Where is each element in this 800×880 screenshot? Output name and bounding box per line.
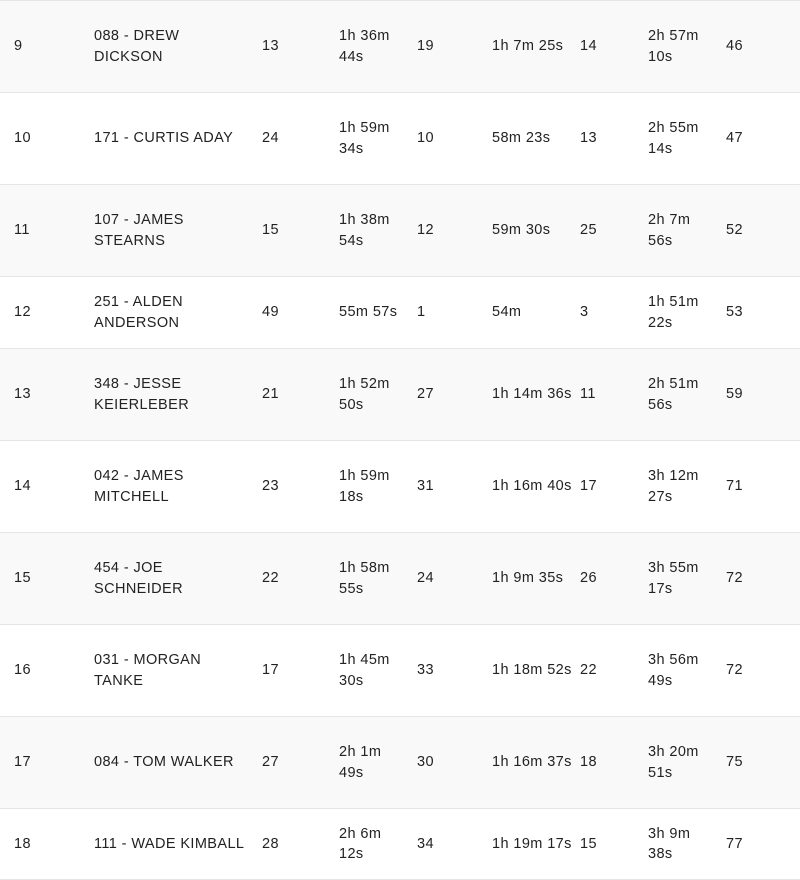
name-cell: 107 - JAMES STEARNS [94,212,184,249]
points-cell: 77 [726,835,743,852]
name-cell: 088 - DREW DICKSON [94,28,180,65]
place-cell: 18 [14,835,31,852]
points-cell: 59 [726,386,743,403]
rank-3-cell: 17 [580,478,597,495]
time-3-cell: 2h 57m 10s [648,28,699,65]
name-cell: 031 - MORGAN TANKE [94,652,202,689]
table-row [0,1,800,93]
rank-3-cell: 18 [580,754,597,771]
place-cell: 14 [14,478,31,495]
time-3-cell: 2h 51m 56s [648,376,699,413]
rank-1-cell: 17 [262,662,279,679]
time-1-cell: 2h 1m 49s [339,744,382,781]
rank-2-cell: 30 [417,754,434,771]
time-1-cell: 1h 58m 55s [339,560,390,597]
rank-1-cell: 27 [262,754,279,771]
points-cell: 72 [726,662,743,679]
table-row [0,809,800,880]
rank-1-cell: 24 [262,130,279,147]
rank-2-cell: 19 [417,38,434,55]
time-2-cell: 54m [492,304,522,321]
time-1-cell: 55m 57s [339,304,398,321]
time-3-cell: 3h 20m 51s [648,744,699,781]
points-cell: 72 [726,570,743,587]
rank-3-cell: 26 [580,570,597,587]
table-row [0,717,800,809]
place-cell: 10 [14,130,31,147]
rank-2-cell: 34 [417,835,434,852]
rank-2-cell: 27 [417,386,434,403]
points-cell: 75 [726,754,743,771]
time-1-cell: 1h 52m 50s [339,376,390,413]
place-cell: 15 [14,570,31,587]
rank-1-cell: 23 [262,478,279,495]
rank-1-cell: 28 [262,835,279,852]
rank-2-cell: 33 [417,662,434,679]
time-2-cell: 1h 7m 25s [492,38,564,55]
time-3-cell: 3h 56m 49s [648,652,699,689]
time-3-cell: 2h 7m 56s [648,212,691,249]
table-row [0,93,800,185]
name-cell: 251 - ALDEN ANDERSON [94,294,184,331]
table-row [0,625,800,717]
place-cell: 16 [14,662,31,679]
rank-1-cell: 13 [262,38,279,55]
points-cell: 47 [726,130,743,147]
place-cell: 17 [14,754,31,771]
name-cell: 454 - JOE SCHNEIDER [94,560,183,597]
time-1-cell: 1h 38m 54s [339,212,390,249]
time-1-cell: 1h 36m 44s [339,28,390,65]
rank-2-cell: 24 [417,570,434,587]
rank-2-cell: 10 [417,130,434,147]
table-row [0,349,800,441]
rank-3-cell: 13 [580,130,597,147]
rank-1-cell: 21 [262,386,279,403]
rank-3-cell: 14 [580,38,597,55]
rank-3-cell: 22 [580,662,597,679]
table-row [0,441,800,533]
points-cell: 52 [726,222,743,239]
points-cell: 53 [726,304,743,321]
time-1-cell: 2h 6m 12s [339,825,382,862]
rank-3-cell: 25 [580,222,597,239]
time-2-cell: 1h 9m 35s [492,570,564,587]
time-3-cell: 2h 55m 14s [648,120,699,157]
points-cell: 46 [726,38,743,55]
time-1-cell: 1h 45m 30s [339,652,390,689]
rank-3-cell: 11 [580,386,596,403]
time-2-cell: 1h 19m 17s [492,835,572,852]
points-cell: 71 [726,478,743,495]
name-cell: 084 - TOM WALKER [94,754,234,771]
rank-2-cell: 1 [417,304,426,321]
place-cell: 12 [14,304,31,321]
rank-1-cell: 22 [262,570,279,587]
place-cell: 11 [14,222,30,239]
time-1-cell: 1h 59m 34s [339,120,390,157]
time-2-cell: 1h 16m 37s [492,754,572,771]
rank-2-cell: 31 [417,478,434,495]
name-cell: 348 - JESSE KEIERLEBER [94,376,190,413]
rank-1-cell: 49 [262,304,279,321]
place-cell: 13 [14,386,31,403]
table-row [0,185,800,277]
time-2-cell: 1h 14m 36s [492,386,572,403]
rank-3-cell: 15 [580,835,597,852]
rank-2-cell: 12 [417,222,434,239]
time-3-cell: 1h 51m 22s [648,294,699,331]
time-3-cell: 3h 12m 27s [648,468,699,505]
rank-1-cell: 15 [262,222,279,239]
name-cell: 042 - JAMES MITCHELL [94,468,184,505]
place-cell: 9 [14,38,23,55]
time-1-cell: 1h 59m 18s [339,468,390,505]
time-2-cell: 59m 30s [492,222,551,239]
time-2-cell: 1h 16m 40s [492,478,572,495]
time-3-cell: 3h 55m 17s [648,560,699,597]
time-2-cell: 58m 23s [492,130,551,147]
results-body [0,1,800,880]
table-row [0,533,800,625]
table-row [0,277,800,349]
rank-3-cell: 3 [580,304,589,321]
name-cell: 171 - CURTIS ADAY [94,130,234,147]
time-3-cell: 3h 9m 38s [648,825,691,862]
name-cell: 111 - WADE KIMBALL [94,835,245,852]
time-2-cell: 1h 18m 52s [492,662,572,679]
